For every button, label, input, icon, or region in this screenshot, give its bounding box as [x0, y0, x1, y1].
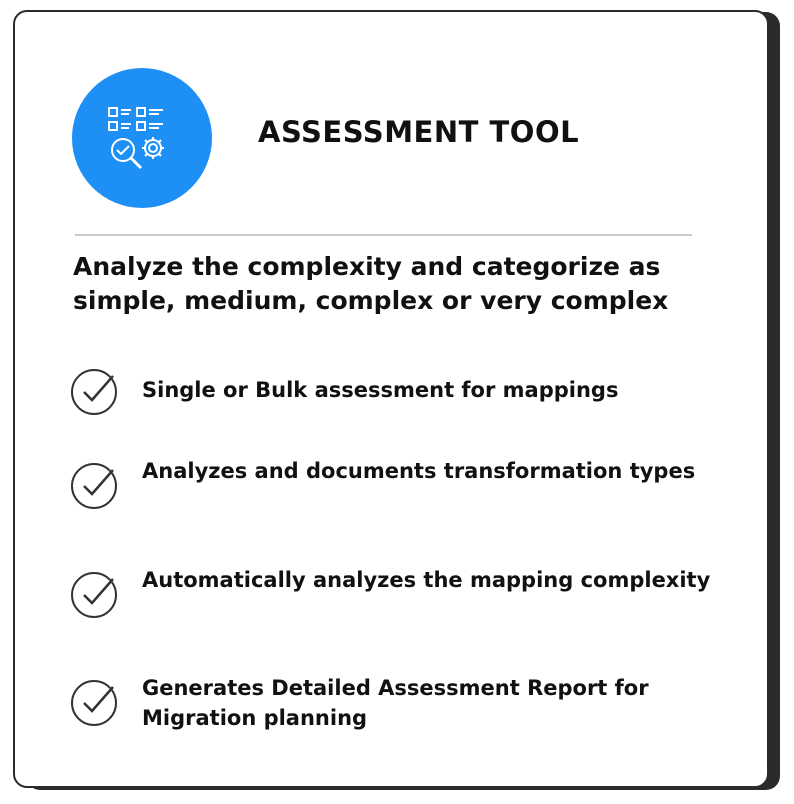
- assessment-magnifier-gear-icon: [107, 106, 177, 176]
- divider: [75, 234, 692, 236]
- feature-label: Generates Detailed Assessment Report for Migration planning: [142, 676, 649, 730]
- feature-label: Automatically analyzes the mapping complexity: [142, 568, 711, 592]
- feature-label: Single or Bulk assessment for mappings: [142, 378, 619, 402]
- check-circle-icon: [69, 569, 121, 621]
- card-subtitle: Analyze the complexity and categorize as simple, medium, complex or very complex: [73, 252, 669, 315]
- feature-label: Analyzes and documents transformation types: [142, 459, 696, 483]
- check-circle-icon: [69, 366, 121, 418]
- card-title: ASSESSMENT TOOL: [258, 115, 580, 149]
- check-circle-icon: [69, 460, 121, 512]
- check-circle-icon: [69, 677, 121, 729]
- assessment-icon-badge: [72, 68, 212, 208]
- assessment-tool-card: [13, 10, 769, 788]
